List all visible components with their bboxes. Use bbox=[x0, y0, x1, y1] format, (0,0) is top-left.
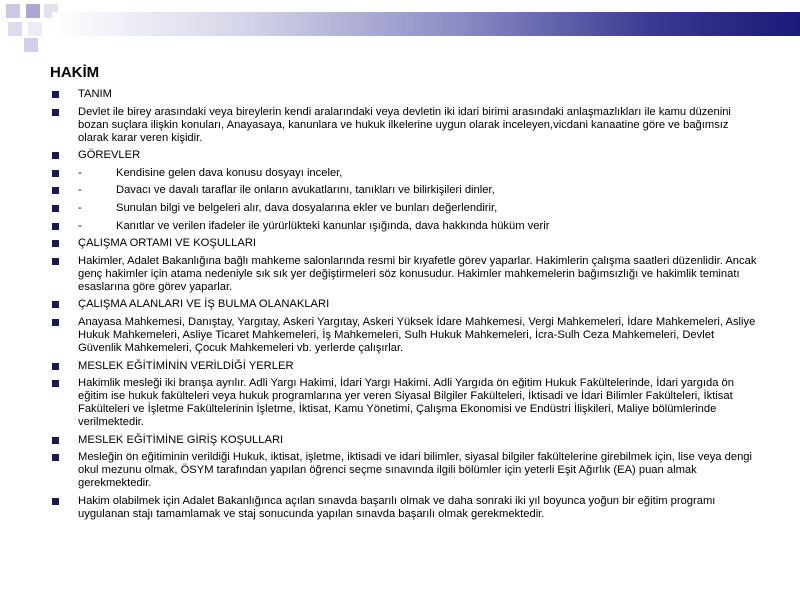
square-bullet-icon bbox=[52, 109, 59, 116]
section-heading-item bbox=[52, 88, 757, 101]
square-bullet-icon bbox=[52, 223, 59, 230]
list-item bbox=[52, 377, 757, 429]
section-heading: ÇALIŞMA ORTAMI VE KOŞULLARI bbox=[78, 237, 257, 250]
section-heading: GÖREVLER bbox=[78, 149, 141, 162]
list-item bbox=[52, 451, 757, 490]
square-bullet-icon bbox=[52, 187, 59, 194]
item-text: Anayasa Mahkemesi, Danıştay, Yargıtay, Askeri Yargıtay, Askeri Yüksek İdare Mahkemesi, Vergi Mahkemeleri, İdare Mahkemeleri, Asliye Hukuk Mahkemeleri, Asliye Ticaret Mahkemeleri, İş Mahkemeleri, Sulh Hukuk Mahkemeleri, İcra-Sulh Ceza Mahkemeleri, Devlet Güvenlik Mahkemeleri, Çocuk Mahkemeleri vb. yerlerde çalışırlar. bbox=[78, 315, 756, 354]
section-heading: TANIM bbox=[78, 88, 112, 100]
gradient-bar bbox=[52, 12, 800, 36]
list-item bbox=[52, 167, 757, 180]
dash-marker: - bbox=[78, 201, 82, 214]
decorative-square bbox=[28, 22, 42, 36]
list-item bbox=[52, 220, 757, 233]
section-heading-item bbox=[52, 237, 757, 250]
item-text: Davacı ve davalı taraflar ile onların avukatlarını, tanıkları ve bilirkişileri dinler, bbox=[116, 184, 495, 197]
dash-marker: - bbox=[78, 166, 82, 179]
square-bullet-icon bbox=[52, 363, 59, 370]
item-text: Hakimler, Adalet Bakanlığına bağlı mahkeme salonlarında resmi bir kıyafetle görev yaparlar. Hakimlerin çalışma saatleri düzenlidir. Ancak genç hakimler için atama nedeniyle sık sık yer değiştirmeleri söz konusudur. Hakimler mahkemelerin bağımsızlığı ve hakimlik teminatı esaslarına göre görev yaparlar. bbox=[78, 254, 757, 293]
decorative-square bbox=[6, 4, 20, 18]
dash-marker: - bbox=[78, 184, 82, 197]
dash-marker: - bbox=[78, 219, 82, 232]
square-bullet-icon bbox=[52, 380, 59, 387]
section-heading-item bbox=[52, 434, 757, 447]
list-item bbox=[52, 106, 757, 145]
decorative-square bbox=[8, 22, 22, 36]
square-bullet-icon bbox=[52, 319, 59, 326]
section-heading: MESLEK EĞİTİMİNE GİRİŞ KOŞULLARI bbox=[78, 433, 284, 446]
item-text: Hakimlik mesleği iki branşa ayrılır. Adli Yargı Hakimi, İdari Yargı Hakimi. Adli Yargıda ön eğitim Hukuk Fakültelerinde, İdari yargıda ön eğitim ise hukuk fakülteleri veya hukuk programlarına yer veren Siyasal Bilgiler Fakülteleri, İktisadi ve İdari Bilimler Fakülteleri, İktisat Fakülteleri ve İşletme Fakültelerinin İşletme, İktisat, Kamu Yönetimi, Çalışma Ekonomisi ve Endüstri İlişkileri, Maliye bölümlerinde verilmektedir. bbox=[78, 377, 734, 429]
square-bullet-icon bbox=[52, 152, 59, 159]
list-item bbox=[52, 316, 757, 355]
square-bullet-icon bbox=[52, 437, 59, 444]
list-item bbox=[52, 495, 757, 521]
square-bullet-icon bbox=[52, 240, 59, 247]
section-heading-item bbox=[52, 360, 757, 373]
item-text: Devlet ile birey arasındaki veya bireylerin kendi aralarındaki veya devletin iki idari birimi arasındaki anlaşmazlıkları ile kamu düzenini bozan suçlara ilişkin konuları, Anayasaya, kanunlara ve hukuk ilkelerine uygun olarak inceleyen,vicdani kanaatine göre ve bağımsız olarak karar veren kişidir. bbox=[78, 105, 731, 144]
list-item bbox=[52, 184, 757, 197]
section-heading: MESLEK EĞİTİMİNİN VERİLDİĞİ YERLER bbox=[78, 359, 294, 372]
square-bullet-icon bbox=[52, 454, 59, 461]
section-heading: ÇALIŞMA ALANLARI VE İŞ BULMA OLANAKLARI bbox=[78, 298, 330, 311]
section-heading-item bbox=[52, 298, 757, 311]
item-text: Sunulan bilgi ve belgeleri alır, dava dosyalarına ekler ve bunları değerlendirir, bbox=[116, 201, 498, 214]
item-text: Kendisine gelen dava konusu dosyayı inceler, bbox=[116, 166, 343, 179]
square-bullet-icon bbox=[52, 170, 59, 177]
square-bullet-icon bbox=[52, 301, 59, 308]
decorative-square bbox=[26, 4, 40, 18]
item-text: Kanıtlar ve verilen ifadeler ile yürürlükteki kanunlar ışığında, dava hakkında hüküm verir bbox=[116, 219, 550, 232]
list-item bbox=[52, 255, 757, 294]
list-item bbox=[52, 202, 757, 215]
item-text: Hakim olabilmek için Adalet Bakanlığınca açılan sınavda başarılı olmak ve daha sonraki iki yıl boyunca yoğun bir eğitim programı uygulanan stajı tamamlamak ve staj sonucunda yapılan sınavda başarılı olmak gerekmektedir. bbox=[78, 494, 716, 520]
square-bullet-icon bbox=[52, 258, 59, 265]
bullet-list bbox=[52, 88, 757, 526]
decorative-square bbox=[24, 38, 38, 52]
square-bullet-icon bbox=[52, 205, 59, 212]
slide-header-banner bbox=[0, 0, 800, 50]
section-heading-item bbox=[52, 149, 757, 162]
square-bullet-icon bbox=[52, 91, 59, 98]
slide-title: HAKİM bbox=[50, 64, 100, 81]
square-bullet-icon bbox=[52, 498, 59, 505]
item-text: Mesleğin ön eğitiminin verildiği Hukuk, iktisat, işletme, iktisadi ve idari bilimler, siyasal bilgiler fakültelerine girebilmek için, lise veya dengi okul mezunu olmak, ÖSYM tarafından yapılan öğrenci seçme sınavında ilgili bölümler için yeterli Eşit Ağırlık (EA) puan almak gerekmektedir. bbox=[78, 451, 753, 490]
